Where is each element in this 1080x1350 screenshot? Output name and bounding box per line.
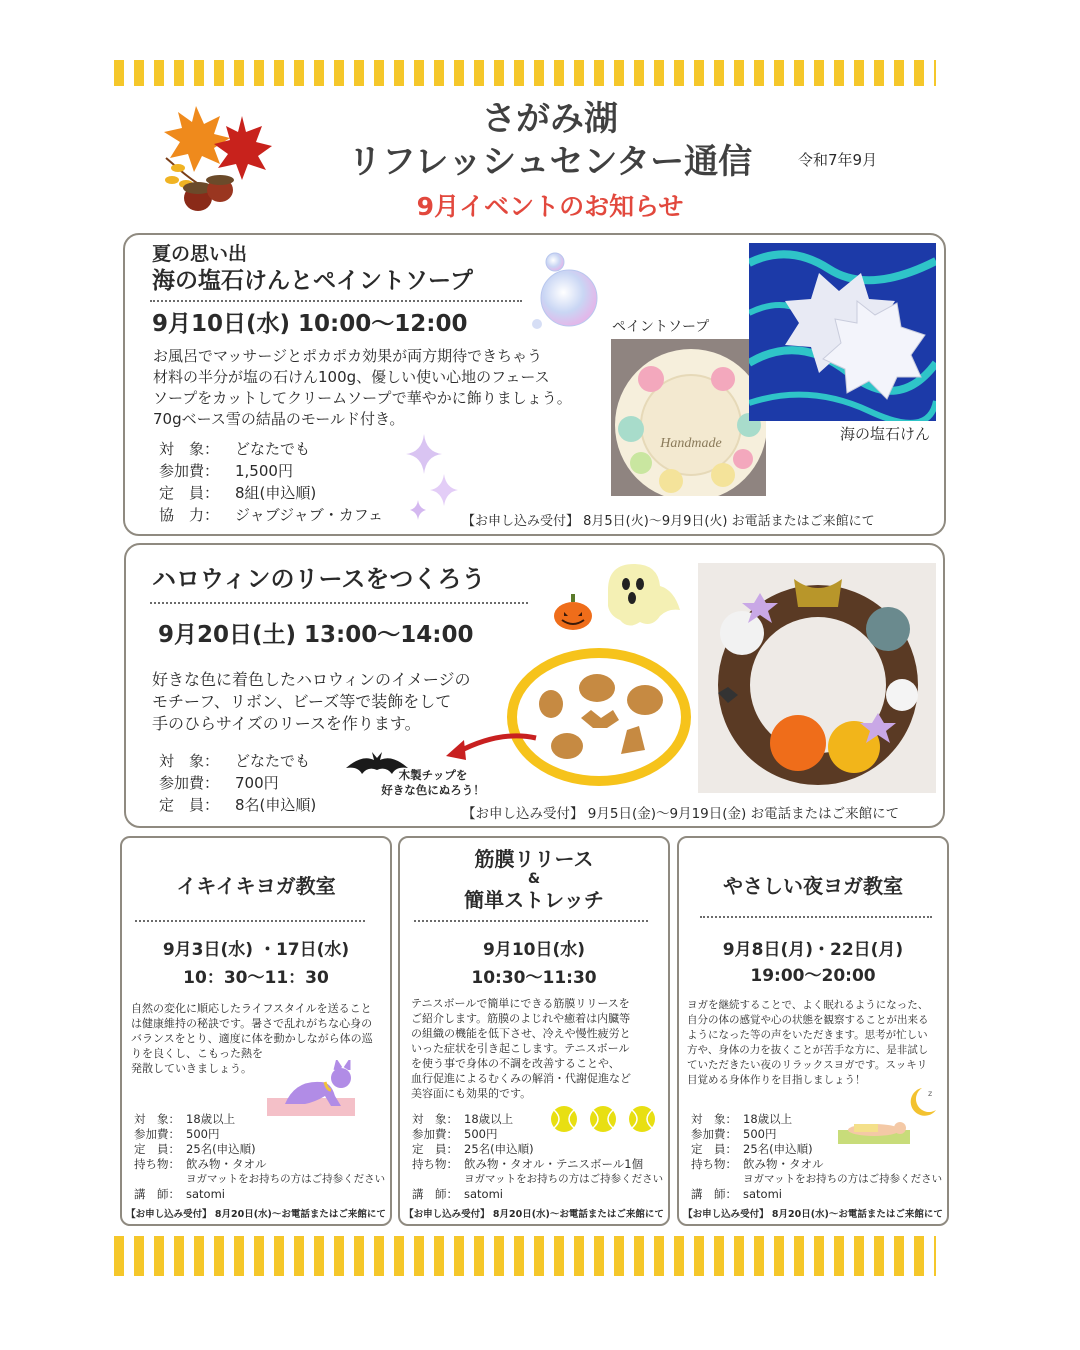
- event1-desc-line: ソープをカットしてクリームソープで華やかに飾りましょう。: [153, 389, 572, 407]
- pumpkin-icon: [552, 592, 594, 632]
- class2-desc-line: テニスボールで簡単にできる筋膜リリースを: [411, 997, 630, 1010]
- bubble-icon: [525, 250, 605, 332]
- event1-title: 海の塩石けんとペイントソープ: [152, 268, 473, 294]
- class1-desc-line: 発散していきましょう。: [131, 1062, 252, 1075]
- info-value: 8名(申込順): [235, 796, 317, 814]
- moon-z-text: z: [928, 1089, 933, 1098]
- class1-info-row: [134, 1112, 390, 1127]
- class2-desc-line: いった症状を引き起こします。テニスボール: [411, 1042, 630, 1055]
- class1-info: [134, 1112, 390, 1202]
- class3-info-row: [691, 1127, 947, 1142]
- wood-chip-note-line1: 木製チップを: [398, 768, 468, 782]
- info-value: 25名(申込順): [464, 1142, 534, 1156]
- class1-info-row: [134, 1127, 390, 1142]
- info-value: 18歳以上: [464, 1112, 514, 1126]
- info-value: ヨガマットをお持ちの方はご持参ください: [464, 1173, 664, 1185]
- info-key: 対 象：: [691, 1112, 737, 1126]
- class3-divider: [700, 916, 932, 918]
- info-key: 定 員：: [159, 484, 220, 502]
- event1-desc-line: お風呂でマッサージとポカポカ効果が両方期待できちゃう: [153, 347, 543, 365]
- class1-title: イキイキヨガ教室: [176, 874, 336, 898]
- event1-info-row: [159, 438, 429, 460]
- class1-info-row: [134, 1142, 390, 1157]
- info-value: 500円: [743, 1127, 777, 1141]
- paint-soap-caption: ペイントソープ: [612, 319, 710, 335]
- event2-desc-line: モチーフ、リボン、ビーズ等で装飾をして: [152, 692, 452, 711]
- paint-soap-photo: [611, 339, 766, 496]
- bottom-stripe-border: [114, 1236, 936, 1276]
- class1-apply-info: 【お申し込み受付】 8月20日(水)〜お電話またはご来館にて: [126, 1209, 386, 1220]
- handmade-text: Handmade: [660, 436, 722, 451]
- wood-chip-note: [368, 768, 498, 798]
- class3-desc-line: 方や、身体の力を抜くことが苦手な方に、是非試し: [687, 1044, 929, 1056]
- class2-description: [411, 996, 666, 1101]
- info-key: 参加費：: [159, 462, 220, 480]
- class2-info-row: [412, 1172, 668, 1187]
- event1-datetime: 9月10日(水) 10:00〜12:00: [152, 311, 468, 337]
- info-key: 講 師：: [412, 1187, 458, 1201]
- class3-info: [691, 1112, 947, 1202]
- info-key: 協 力：: [159, 506, 220, 524]
- info-value: satomi: [464, 1187, 503, 1201]
- class2-title-amp: &: [527, 871, 541, 887]
- info-key: 持ち物：: [691, 1157, 737, 1171]
- class3-title: やさしい夜ヨガ教室: [723, 874, 903, 898]
- class2-info-row: [412, 1142, 668, 1157]
- event1-desc-line: 70gベース雪の結晶のモールド付き。: [153, 410, 405, 428]
- event2-divider: [150, 602, 528, 604]
- class3-desc-line: ヨガを継続することで、よく眠れるようになった、: [687, 999, 929, 1011]
- page-subtitle: 9月イベントのお知らせ: [416, 192, 684, 221]
- event2-title: ハロウィンのリースをつくろう: [152, 565, 486, 593]
- event2-apply-info: 【お申し込み受付】 9月5日(金)〜9月19日(金) お電話またはご来館にて: [462, 806, 900, 822]
- autumn-leaves-icon: [158, 98, 278, 216]
- event2-info: [159, 750, 359, 816]
- wood-chip-note-line2: 好きな色にぬろう！: [381, 783, 485, 797]
- event1-divider: [150, 300, 522, 302]
- info-value: 25名(申込順): [743, 1142, 813, 1156]
- info-key: 対 象：: [159, 752, 220, 770]
- info-value: ヨガマットをお持ちの方はご持参ください: [743, 1173, 943, 1185]
- info-key: [691, 1172, 743, 1187]
- info-key: 参加費：: [134, 1127, 180, 1141]
- info-value: 1,500円: [235, 462, 293, 480]
- salt-soap-caption: 海の塩石けん: [840, 425, 931, 443]
- class3-info-row: [691, 1187, 947, 1202]
- event2-desc-line: 好きな色に着色したハロウィンのイメージの: [152, 670, 471, 689]
- event1-desc-line: 材料の半分が塩の石けん100g、優しい使い心地のフェース: [153, 368, 550, 386]
- class3-info-row: [691, 1142, 947, 1157]
- class1-info-row: [134, 1187, 390, 1202]
- event1-kicker: 夏の思い出: [152, 243, 248, 265]
- class1-time: 10：30〜11：30: [183, 968, 329, 988]
- info-value: 18歳以上: [743, 1112, 793, 1126]
- class1-desc-line: は健康維持の秘訣です。暑さで乱れがちな心身の: [131, 1017, 373, 1030]
- info-key: 参加費：: [159, 774, 220, 792]
- class2-info-row: [412, 1187, 668, 1202]
- event1-apply-info: 【お申し込み受付】 8月5日(火)〜9月9日(火) お電話またはご来館にて: [462, 514, 875, 529]
- class3-info-row: [691, 1157, 947, 1172]
- info-value: ジャブジャブ・カフェ: [235, 506, 384, 524]
- info-key: 定 員：: [159, 796, 220, 814]
- salt-soap-photo: [749, 243, 936, 421]
- info-key: [134, 1172, 186, 1187]
- info-value: どなたでも: [235, 752, 311, 770]
- info-value: 25名(申込順): [186, 1142, 256, 1156]
- event2-info-row: [159, 794, 359, 816]
- event1-info-row: [159, 504, 429, 526]
- newsletter-title-line2: リフレッシュセンター通信: [347, 142, 753, 182]
- class3-info-row: [691, 1112, 947, 1127]
- info-key: 持ち物：: [412, 1157, 458, 1171]
- info-value: 8組(申込順): [235, 484, 317, 502]
- class1-date: 9月3日(水) ・17日(水): [162, 940, 350, 960]
- info-key: 講 師：: [134, 1187, 180, 1201]
- event2-datetime: 9月20日(土) 13:00〜14:00: [158, 622, 474, 648]
- event1-info-row: [159, 482, 429, 504]
- info-value: 700円: [235, 774, 279, 792]
- event1-description: [153, 346, 613, 430]
- class2-desc-line: 美容面にも効果的です。: [411, 1087, 532, 1100]
- class2-info-row: [412, 1127, 668, 1142]
- info-key: 講 師：: [691, 1187, 737, 1201]
- class3-desc-line: ようになった等の声をいただきます。思考が忙しい: [687, 1029, 928, 1041]
- halloween-wreath-photo: [698, 563, 936, 793]
- class2-time: 10:30〜11:30: [471, 968, 597, 988]
- wood-chips-drawing: [517, 658, 681, 776]
- info-key: 参加費：: [691, 1127, 737, 1141]
- info-value: ヨガマットをお持ちの方はご持参ください: [186, 1173, 386, 1185]
- info-key: 定 員：: [691, 1142, 737, 1156]
- event1-info-row: [159, 460, 429, 482]
- info-value: 飲み物・タオル・テニスボール1個: [464, 1157, 644, 1171]
- info-key: 参加費：: [412, 1127, 458, 1141]
- info-value: satomi: [743, 1187, 782, 1201]
- class1-divider: [135, 920, 365, 922]
- class3-description: [687, 998, 945, 1088]
- salt-soap-image: [749, 243, 936, 421]
- info-value: 500円: [186, 1127, 220, 1141]
- info-value: 18歳以上: [186, 1112, 236, 1126]
- class3-desc-line: ていただきたい夜のリラックスヨガです。スッキリ: [687, 1059, 928, 1071]
- class3-desc-line: 目覚める身体作りを目指しましょう！: [687, 1074, 866, 1086]
- info-key: 対 象：: [412, 1112, 458, 1126]
- class1-desc-line: りを良くし、こもった熱を: [131, 1047, 263, 1060]
- ghost-icon: [598, 560, 684, 630]
- class3-apply-info: 【お申し込み受付】 8月20日(水)〜お電話またはご来館にて: [683, 1209, 943, 1220]
- top-stripe-border: [114, 60, 936, 86]
- class2-desc-line: を使う事で身体の不調を改善することや、: [411, 1057, 620, 1070]
- newsletter-title-line1: さがみ湖: [482, 99, 618, 139]
- class2-desc-line: 血行促進によるむくみの解消・代謝促進など: [411, 1072, 631, 1085]
- class2-desc-line: ご紹介します。筋膜のよじれや癒着は内臓等: [411, 1012, 631, 1025]
- sparkle-icon: [402, 430, 466, 524]
- class3-desc-line: 自分の体の感覚や心の状態を観察することが出来る: [687, 1014, 929, 1026]
- class2-divider: [414, 920, 648, 922]
- event2-info-row: [159, 772, 359, 794]
- class2-info: [412, 1112, 668, 1202]
- class2-date: 9月10日(水): [482, 940, 586, 960]
- class3-time: 19:00〜20:00: [750, 966, 876, 986]
- class2-info-row: [412, 1157, 668, 1172]
- info-key: [412, 1172, 464, 1187]
- info-key: 対 象：: [159, 440, 220, 458]
- class2-desc-line: の組織の機能を低下させ、冷えや慢性疲労と: [411, 1027, 631, 1040]
- info-key: 定 員：: [134, 1142, 180, 1156]
- class1-desc-line: バランスをとり、適度に体を動かしながら体の巡: [131, 1032, 373, 1045]
- info-key: 定 員：: [412, 1142, 458, 1156]
- class1-desc-line: 自然の変化に順応したライフスタイルを送ること: [131, 1002, 372, 1015]
- class2-info-row: [412, 1112, 668, 1127]
- wreath-image: [698, 563, 936, 793]
- info-value: 500円: [464, 1127, 498, 1141]
- paint-soap-image: [611, 339, 766, 496]
- class1-info-row: [134, 1157, 390, 1172]
- info-value: どなたでも: [235, 440, 311, 458]
- class3-date: 9月8日(月)・22日(月): [722, 940, 904, 960]
- info-key: 対 象：: [134, 1112, 180, 1126]
- info-key: 持ち物：: [134, 1157, 180, 1171]
- event1-info: [159, 438, 429, 526]
- info-value: satomi: [186, 1187, 225, 1201]
- class3-info-row: [691, 1172, 947, 1187]
- info-value: 飲み物・タオル: [743, 1157, 824, 1171]
- class2-apply-info: 【お申し込み受付】 8月20日(水)〜お電話またはご来館にて: [404, 1209, 664, 1220]
- class2-title-line2: 簡単ストレッチ: [464, 888, 604, 912]
- cat-yoga-icon: [265, 1060, 357, 1118]
- event2-info-row: [159, 750, 359, 772]
- info-value: 飲み物・タオル: [186, 1157, 267, 1171]
- issue-date: 令和7年9月: [798, 151, 878, 169]
- arrow-icon: [440, 726, 540, 766]
- class2-title-line1: 筋膜リリース: [474, 847, 594, 871]
- class1-info-row: [134, 1172, 390, 1187]
- event2-desc-line: 手のひらサイズのリースを作ります。: [152, 714, 421, 733]
